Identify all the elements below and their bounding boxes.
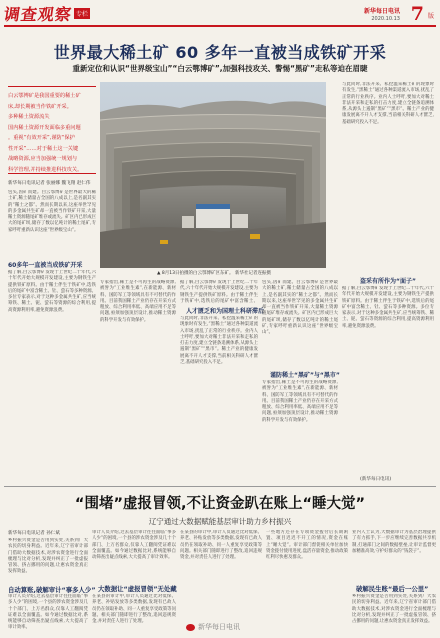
logo-badge: 专栏 [74,8,90,19]
weibo-icon [186,624,195,631]
watermark [186,622,240,632]
lead-line: 床,却长期被当作铁矿开采。 [8,103,72,110]
lead-line: 战略资源,应当加强统一规划与 [8,156,78,162]
main-headline: 世界最大稀土矿 60 多年一直被当成铁矿开采 [53,43,387,62]
lead-line: 性开采”……对于稀土这一关键 [8,145,79,152]
lead-line: 。重视“有效开采”,谨防“保护 [8,135,75,141]
article2-column-1b: 审计人员介绍,过去基层审计往往面临“事多人少”的困境,一个县的涉农资金涉及几十个部门、上万名群众,仅靠人工翻阅凭证难以全面覆盖。如今通过数据比对,系统能够自动筛查出疑点线索,大大提高了审计效率。 [8,594,88,631]
article1-column-1: 包头,因矿而建。白云鄂博矿是世界最大的稀土矿,稀土储量占全国的八成以上,是名副其实的“稀土之都”。然而长期以来,这座举世罕见的多金属共生矿却一直被当作铁矿开采,大量稀土资源随尾矿堆存或流失。矿区内已形成巨大的尾矿坝,储存了数以亿吨计的稀土尾矿,专家呼吁重新认识这座“世界级宝山”。 [8,190,96,233]
article1-byline: 新华每日电讯记者 张丽娜 魏飞翔 赵仁伟 [8,181,91,186]
article1-signoff: (新华每日电讯) [360,477,392,482]
article2-column-3: 在某县的审计中,审计人员通过比对低保、养老、补贴发放等多类数据,发现有已故人员仍在领取补助、同一人重复享受政策等问题。相关部门随即进行了整改,追回违规资金,并对责任人进行了处理。 [180,530,262,561]
lead-line: 多种稀土资源流失 [8,114,50,120]
open-pit-mine-illustration [100,82,326,268]
photo-caption: ▲ 8月13日拍摄的白云鄂博矿区东矿。 新华社记者连振摄 [157,271,271,276]
section-divider [4,486,436,487]
article2-column-2a: 审计人员介绍,过去基层审计往往面临“事多人少”的困境,一个县的涉农资金涉及几十个部门、上万名群众,仅靠人工翻阅凭证难以全面覆盖。如今通过数据比对,系统能够自动筛查出疑点线索,大大提高了审计效率。 [92,530,176,561]
article1-column-1b: 据了解,白云鄂博矿发现于上世纪二十年代,六十年代开始大规模开发建设,主要为钢铁生产提供铁矿原料。由于稀土伴生于铁矿中,选铁后的尾矿中富含稀土、钍、萤石等多种资源。多位专家表示,对于这种多金属共生矿,应当统筹铁、稀土、铌、萤石等资源的综合利用,提高资源利用率,避免资源浪费。 [8,270,96,313]
article1-column-3a: 据了解,白云鄂博矿发现于上世纪二十年代,六十年代开始大规模开发建设,主要为钢铁生产提供铁矿原料。由于稀土伴生于铁矿中,选铁后的尾矿中富含稀土、 [180,280,258,304]
article2-column-5b: 乡村振兴资金是否用到实处,关系到广大农民的切身利益。近年来,辽宁省审计部门借助大数据技术,对涉农资金进行全面梳理与比对分析,发现并纠正了一批虚报冒领、挤占挪用的问题,让惠农资金真正发挥效益。 [352,594,436,625]
second-subhead: 辽宁通过大数据赋能基层审计助力乡村振兴 [148,517,292,526]
article2-subtitle-2: 大数据让“虚报冒领”无处藏 [98,585,177,593]
article2-column-4: 一些地方还存在专项资金拨付后长期闲置、项目迟迟不开工的情况,资金在账上“睡大觉”。审计部门督促相关单位加快资金拨付使用进度,盘活存量资金,推动政策红利尽快惠及群众。 [266,530,348,561]
article1-column-3b: 与此同时,非法开采、私挖滥采稀土矿的现象时有发生,“黑稀土”通过各种渠道流入市场,扰乱了正常的行业秩序。业内人士呼吁,要加大对稀土非法开采和走私的打击力度,建立全链条追溯体系,从源头上遏制“黑矿”“黑市”。稀土产业的健康发展离不开人才支撑,当前相关科研人才匮乏,基础研究投入不足。 [180,316,258,366]
article1-subtitle-3: 谨防稀土“黑矿”与“黑市” [270,372,340,379]
article2-column-5a: 业内人士认为,大数据审计为基层治理提供了有力抓手,下一步应继续完善数据共享机制,打通部门之间的数据壁垒,让审计监督更加精准高效,守护好群众的“钱袋子”。 [352,530,436,554]
logo-text: 调查观察 [2,4,74,24]
article1-column-2: 专家指出,稀土是不可再生的战略资源,被誉为“工业维生素”,在新能源、新材料、国防军工等领域具有不可替代的作用。目前我国稀土产业仍存在开采方式粗放、综合利用率低、高端应用不足等问题,亟须加强顶层设计,推动稀土资源的科学开发与有效保护。 [100,280,176,323]
article2-subtitle-3: 破解民生账“最后一公里” [356,585,429,593]
masthead-rule [4,25,436,27]
mine-photo [100,82,326,268]
page-number: 7 [410,3,424,25]
column-logo [4,2,90,24]
article1-subtitle-1: 60多年一直被当成铁矿开采 [8,262,83,269]
masthead [0,0,440,26]
lead-line: 白云鄂博矿是我国重要的稀土矿 [8,93,81,99]
lead-line: 科学管理,并持续推进科技攻关。 [8,166,83,173]
article1-column-4b: 专家指出,稀土是不可再生的战略资源,被誉为“工业维生素”,在新能源、新材料、国防军工等领域具有不可替代的作用。目前我国稀土产业仍存在开采方式粗放、综合利用率低、高端应用不足等问题,亟须加强顶层设计,推动稀土资源的科学开发与有效保护。 [262,380,338,423]
paper-name: 新华每日电讯 [363,8,400,15]
article1-subtitle-2: 人才匮乏和为国理土科研滞后 [186,308,265,315]
lead-summary-box [8,86,96,174]
second-headline: “围堵”虚报冒领,不让资金趴在账上“睡大觉” [74,496,366,512]
issue-date: 2020.10.13 [371,16,400,22]
article1-subtitle-4: 盗采有所作为“面子” [360,278,416,285]
article1-column-5a: 与此同时,非法开采、私挖滥采稀土矿的现象时有发生,“黑稀土”通过各种渠道流入市场,扰乱了正常的行业秩序。业内人士呼吁,要加大对稀土非法开采和走私的打击力度,建立全链条追溯体系,从源头上遏制“黑矿”“黑市”。稀土产业的健康发展离不开人才支撑,当前相关科研人才匮乏,基础研究投入不足。 [342,82,434,125]
article2-subtitle-1: 自动算账,破解审计“事多人少” [8,586,96,594]
article2-byline: 新华每日电讯记者 孙仁斌 [8,531,60,536]
page-unit: 版 [427,13,434,20]
article1-column-4a: 包头,因矿而建。白云鄂博矿是世界最大的稀土矿,稀土储量占全国的八成以上,是名副其实的“稀土之都”。然而长期以来,这座举世罕见的多金属共生矿却一直被当作铁矿开采,大量稀土资源随尾矿堆存或流失。矿区内已形成巨大的尾矿坝,储存了数以亿吨计的稀土尾矿,专家呼吁重新认识这座“世界级宝山”。 [262,280,338,336]
main-subhead: 重新定位和认识“世界级宝山”“白云鄂博矿”,加强科技攻关、警惕“黑矿”走私等迫在眉睫 [72,64,368,73]
watermark-text: 新华每日电讯 [198,623,240,631]
article2-column-1a: 乡村振兴资金是否用到实处,关系到广大农民的切身利益。近年来,辽宁省审计部门借助大数据技术,对涉农资金进行全面梳理与比对分析,发现并纠正了一批虚报冒领、挤占挪用的问题,让惠农资金真正发挥效益。 [8,538,88,575]
article2-column-2b: 在某县的审计中,审计人员通过比对低保、养老、补贴发放等多类数据,发现有已故人员仍在领取补助、同一人重复享受政策等问题。相关部门随即进行了整改,追回违规资金,并对责任人进行了处理。 [92,594,176,625]
article1-column-5b: 据了解,白云鄂博矿发现于上世纪二十年代,六十年代开始大规模开发建设,主要为钢铁生产提供铁矿原料。由于稀土伴生于铁矿中,选铁后的尾矿中富含稀土、钍、萤石等多种资源。多位专家表示,对于这种多金属共生矿,应当统筹铁、稀土、铌、萤石等资源的综合利用,提高资源利用率,避免资源浪费。 [342,286,434,329]
lead-line: 国内稀土资源开发面临多重问题 [8,124,81,131]
issue-info [364,6,400,22]
